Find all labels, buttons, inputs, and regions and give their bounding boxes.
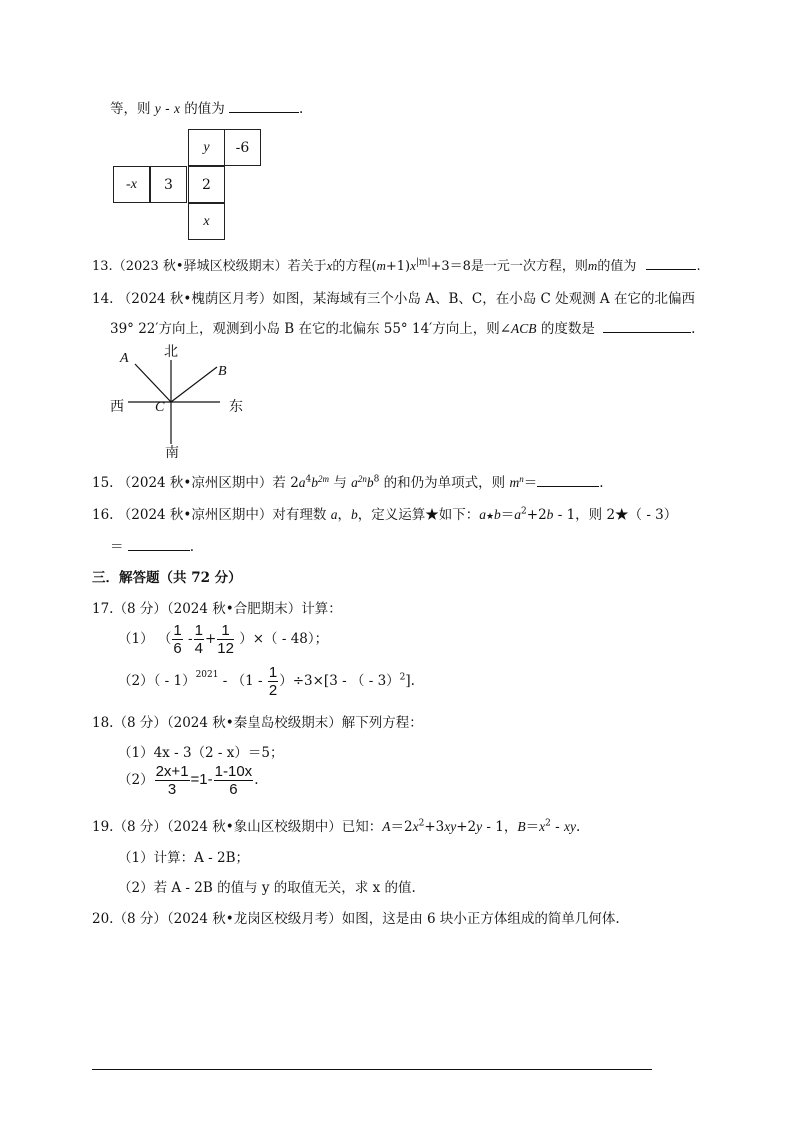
question-17-part1: （1） （ $\frac{1}{6}$ - $\frac{1}{4}$ + $\frac{1}{12}$ ）×（ - 48）； xyxy=(118,622,329,657)
point-a-label: A xyxy=(120,351,129,366)
section-3-title: 三．解答题（共 72 分） xyxy=(92,570,242,586)
q12-tail-line: 等，则 y - x 的值为 . xyxy=(110,101,304,117)
fraction-1-minus-10x-over-6: $\frac{1-10x}{6}$ xyxy=(214,763,253,798)
net-cell-negx: -x xyxy=(113,166,150,203)
point-c-label: C xyxy=(155,400,165,415)
point-b-label: B xyxy=(218,364,227,379)
question-20: 20.（8 分）（2024 秋•龙岗区校级月考）如图，这是由 6 块小正方体组成的简单几何体. xyxy=(92,911,620,927)
answer-blank[interactable] xyxy=(229,112,299,113)
question-15: 15. （2024 秋•凉州区期中）若 $2a^4b^{2m}$ 与 $a^{2n}b^8$ 的和仍为单项式，则 $m^n=$ . xyxy=(92,473,604,491)
compass-north-label: 北 xyxy=(164,344,178,360)
fraction-1-12: $\frac{1}{12}$ xyxy=(217,622,234,657)
compass-west-label: 西 xyxy=(110,399,124,415)
compass-south-label: 南 xyxy=(165,445,179,461)
footer-divider xyxy=(92,1069,652,1070)
fraction-1-4: $\frac{1}{4}$ xyxy=(194,622,203,657)
fraction-2x-plus-1-over-3: $\frac{2x+1}{3}$ xyxy=(155,763,189,798)
question-13: 13.（2023 秋•驿城区校级期末）若关于x的方程$(m+1)x^{|m|}+3=8$是一元一次方程，则m的值为 . xyxy=(92,257,701,274)
question-19-part2: （2）若 A - 2B 的值与 y 的取值无关，求 x 的值. xyxy=(118,880,416,896)
answer-blank[interactable] xyxy=(603,332,691,333)
question-16-line2: ＝ . xyxy=(110,539,195,555)
question-17-part2: （2）（ - 1）$^{2021}$ - （1 - $\frac{1}{2}$ ）÷3×[3 - （ - 3）$^2$]. xyxy=(118,664,415,699)
question-17: 17.（8 分）（2024 秋•合肥期末）计算： xyxy=(92,601,342,617)
net-cell-x: x xyxy=(188,203,225,240)
fraction-1-6: $\frac{1}{6}$ xyxy=(173,622,182,657)
question-18: 18.（8 分）（2024 秋•秦皇岛校级期末）解下列方程： xyxy=(92,715,423,731)
answer-blank[interactable] xyxy=(128,550,190,551)
net-cell-neg6: -6 xyxy=(224,129,261,166)
answer-blank[interactable] xyxy=(537,486,599,487)
question-14-line2: 39° 22′方向上，观测到小岛 B 在它的北偏东 55° 14′方向上，则∠ACB 的度数是 . xyxy=(110,321,696,337)
question-18-part1: （1）4x - 3（2 - x）＝5； xyxy=(118,745,284,761)
question-19: 19.（8 分）（2024 秋•象山区校级期中）已知：$A=2x^2+3xy+2y - 1$，$B=x^2$ - xy. xyxy=(92,818,581,835)
question-19-part1: （1）计算：A - 2B； xyxy=(118,850,249,866)
question-16: 16. （2024 秋•凉州区期中）对有理数 a，b，定义运算★如下：$a★b=a^2+2b - 1$，则 2★（ - 3） xyxy=(92,506,678,523)
net-cell-y: y xyxy=(188,129,225,166)
net-cell-3: 3 xyxy=(150,166,187,203)
question-18-part2: （2） $\frac{2x+1}{3}$ =1- $\frac{1-10x}{6}$ . xyxy=(118,763,259,798)
fraction-1-2: $\frac{1}{2}$ xyxy=(268,664,278,699)
question-14: 14. （2024 秋•槐荫区月考）如图，某海域有三个小岛 A、B、C，在小岛 C 处观测 A 在它的北偏西 xyxy=(92,291,695,307)
compass-east-label: 东 xyxy=(229,399,243,415)
net-cell-2: 2 xyxy=(188,166,225,203)
answer-blank[interactable] xyxy=(646,269,696,270)
